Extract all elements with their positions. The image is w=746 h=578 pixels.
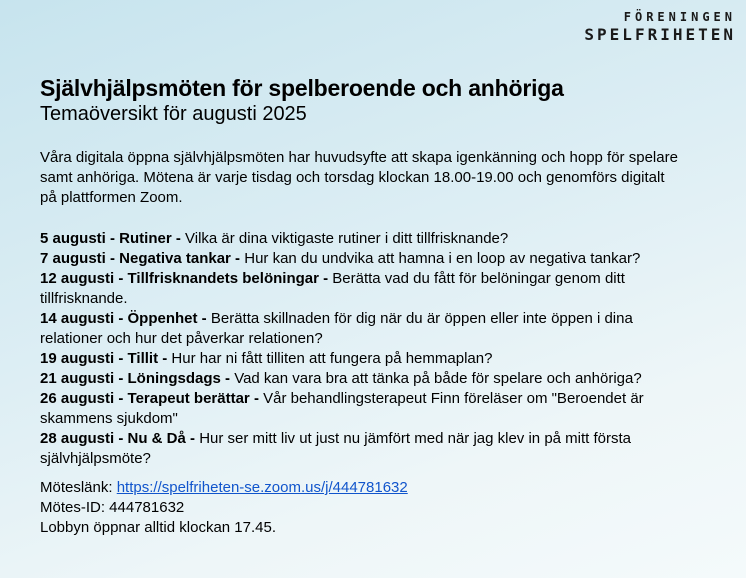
schedule-item	[40, 349, 680, 369]
schedule-list	[40, 229, 680, 469]
schedule-item	[40, 369, 680, 389]
logo-line-foreningen: FÖRENINGEN	[623, 10, 736, 24]
schedule-item-label: 14 augusti - Öppenhet -	[40, 310, 207, 327]
schedule-item-text: Hur har ni fått tilliten att fungera på hemmaplan?	[171, 350, 493, 367]
schedule-item-label: 19 augusti - Tillit -	[40, 350, 168, 367]
meeting-link-label: Möteslänk:	[40, 479, 113, 496]
flyer-content	[40, 74, 680, 538]
organization-logo	[584, 10, 736, 45]
schedule-item-label: 5 augusti - Rutiner -	[40, 230, 181, 247]
logo-line-spelfriheten: SPELFRIHETEN	[584, 25, 736, 44]
schedule-item-text: Vår behandlingsterapeut Finn föreläser om "Beroendet är skammens sjukdom"	[40, 390, 644, 427]
schedule-item	[40, 229, 680, 249]
schedule-item-text: Berätta vad du fått för belöningar genom ditt tillfrisknande.	[40, 270, 625, 307]
schedule-item-label: 7 augusti - Negativa tankar -	[40, 250, 241, 267]
schedule-item-text: Vilka är dina viktigaste rutiner i ditt tillfrisknande?	[185, 230, 509, 247]
schedule-item	[40, 309, 680, 349]
zoom-meeting-link[interactable]: https://spelfriheten-se.zoom.us/j/444781632	[116, 479, 408, 496]
page-title: Självhjälpsmöten för spelberoende och anhöriga	[40, 75, 564, 101]
footer-block	[40, 478, 680, 538]
schedule-item	[40, 389, 680, 429]
meeting-id: Mötes-ID: 444781632	[40, 499, 185, 516]
schedule-item-text: Vad kan vara bra att tänka på både för spelare och anhöriga?	[234, 370, 642, 387]
schedule-item-label: 21 augusti - Löningsdags -	[40, 370, 231, 387]
schedule-item	[40, 269, 680, 309]
schedule-item	[40, 429, 680, 469]
meeting-link-row	[40, 478, 680, 498]
schedule-item-text: Berätta skillnaden för dig när du är öppen eller inte öppen i dina relationer och hur det påverkar relationen?	[40, 310, 633, 347]
schedule-item-label: 12 augusti - Tillfrisknandets belöningar -	[40, 270, 329, 287]
schedule-item-label: 28 augusti - Nu & Då -	[40, 430, 196, 447]
intro-paragraph: Våra digitala öppna självhjälpsmöten har huvudsyfte att skapa igenkänning och hopp för spelare samt anhöriga. Mötena är varje tisdag och torsdag klockan 18.00-19.00 och genomförs digitalt på plattformen Zoom.	[40, 149, 678, 206]
schedule-item-text: Hur kan du undvika att hamna i en loop av negativa tankar?	[244, 250, 641, 267]
schedule-item-label: 26 augusti - Terapeut berättar -	[40, 390, 259, 407]
schedule-item-text: Hur ser mitt liv ut just nu jämfört med när jag klev in på mitt första självhjälpsmöte?	[40, 430, 632, 467]
lobby-note: Lobbyn öppnar alltid klockan 17.45.	[40, 519, 277, 536]
page-subtitle: Temaöversikt för augusti 2025	[40, 103, 307, 125]
schedule-item	[40, 249, 680, 269]
